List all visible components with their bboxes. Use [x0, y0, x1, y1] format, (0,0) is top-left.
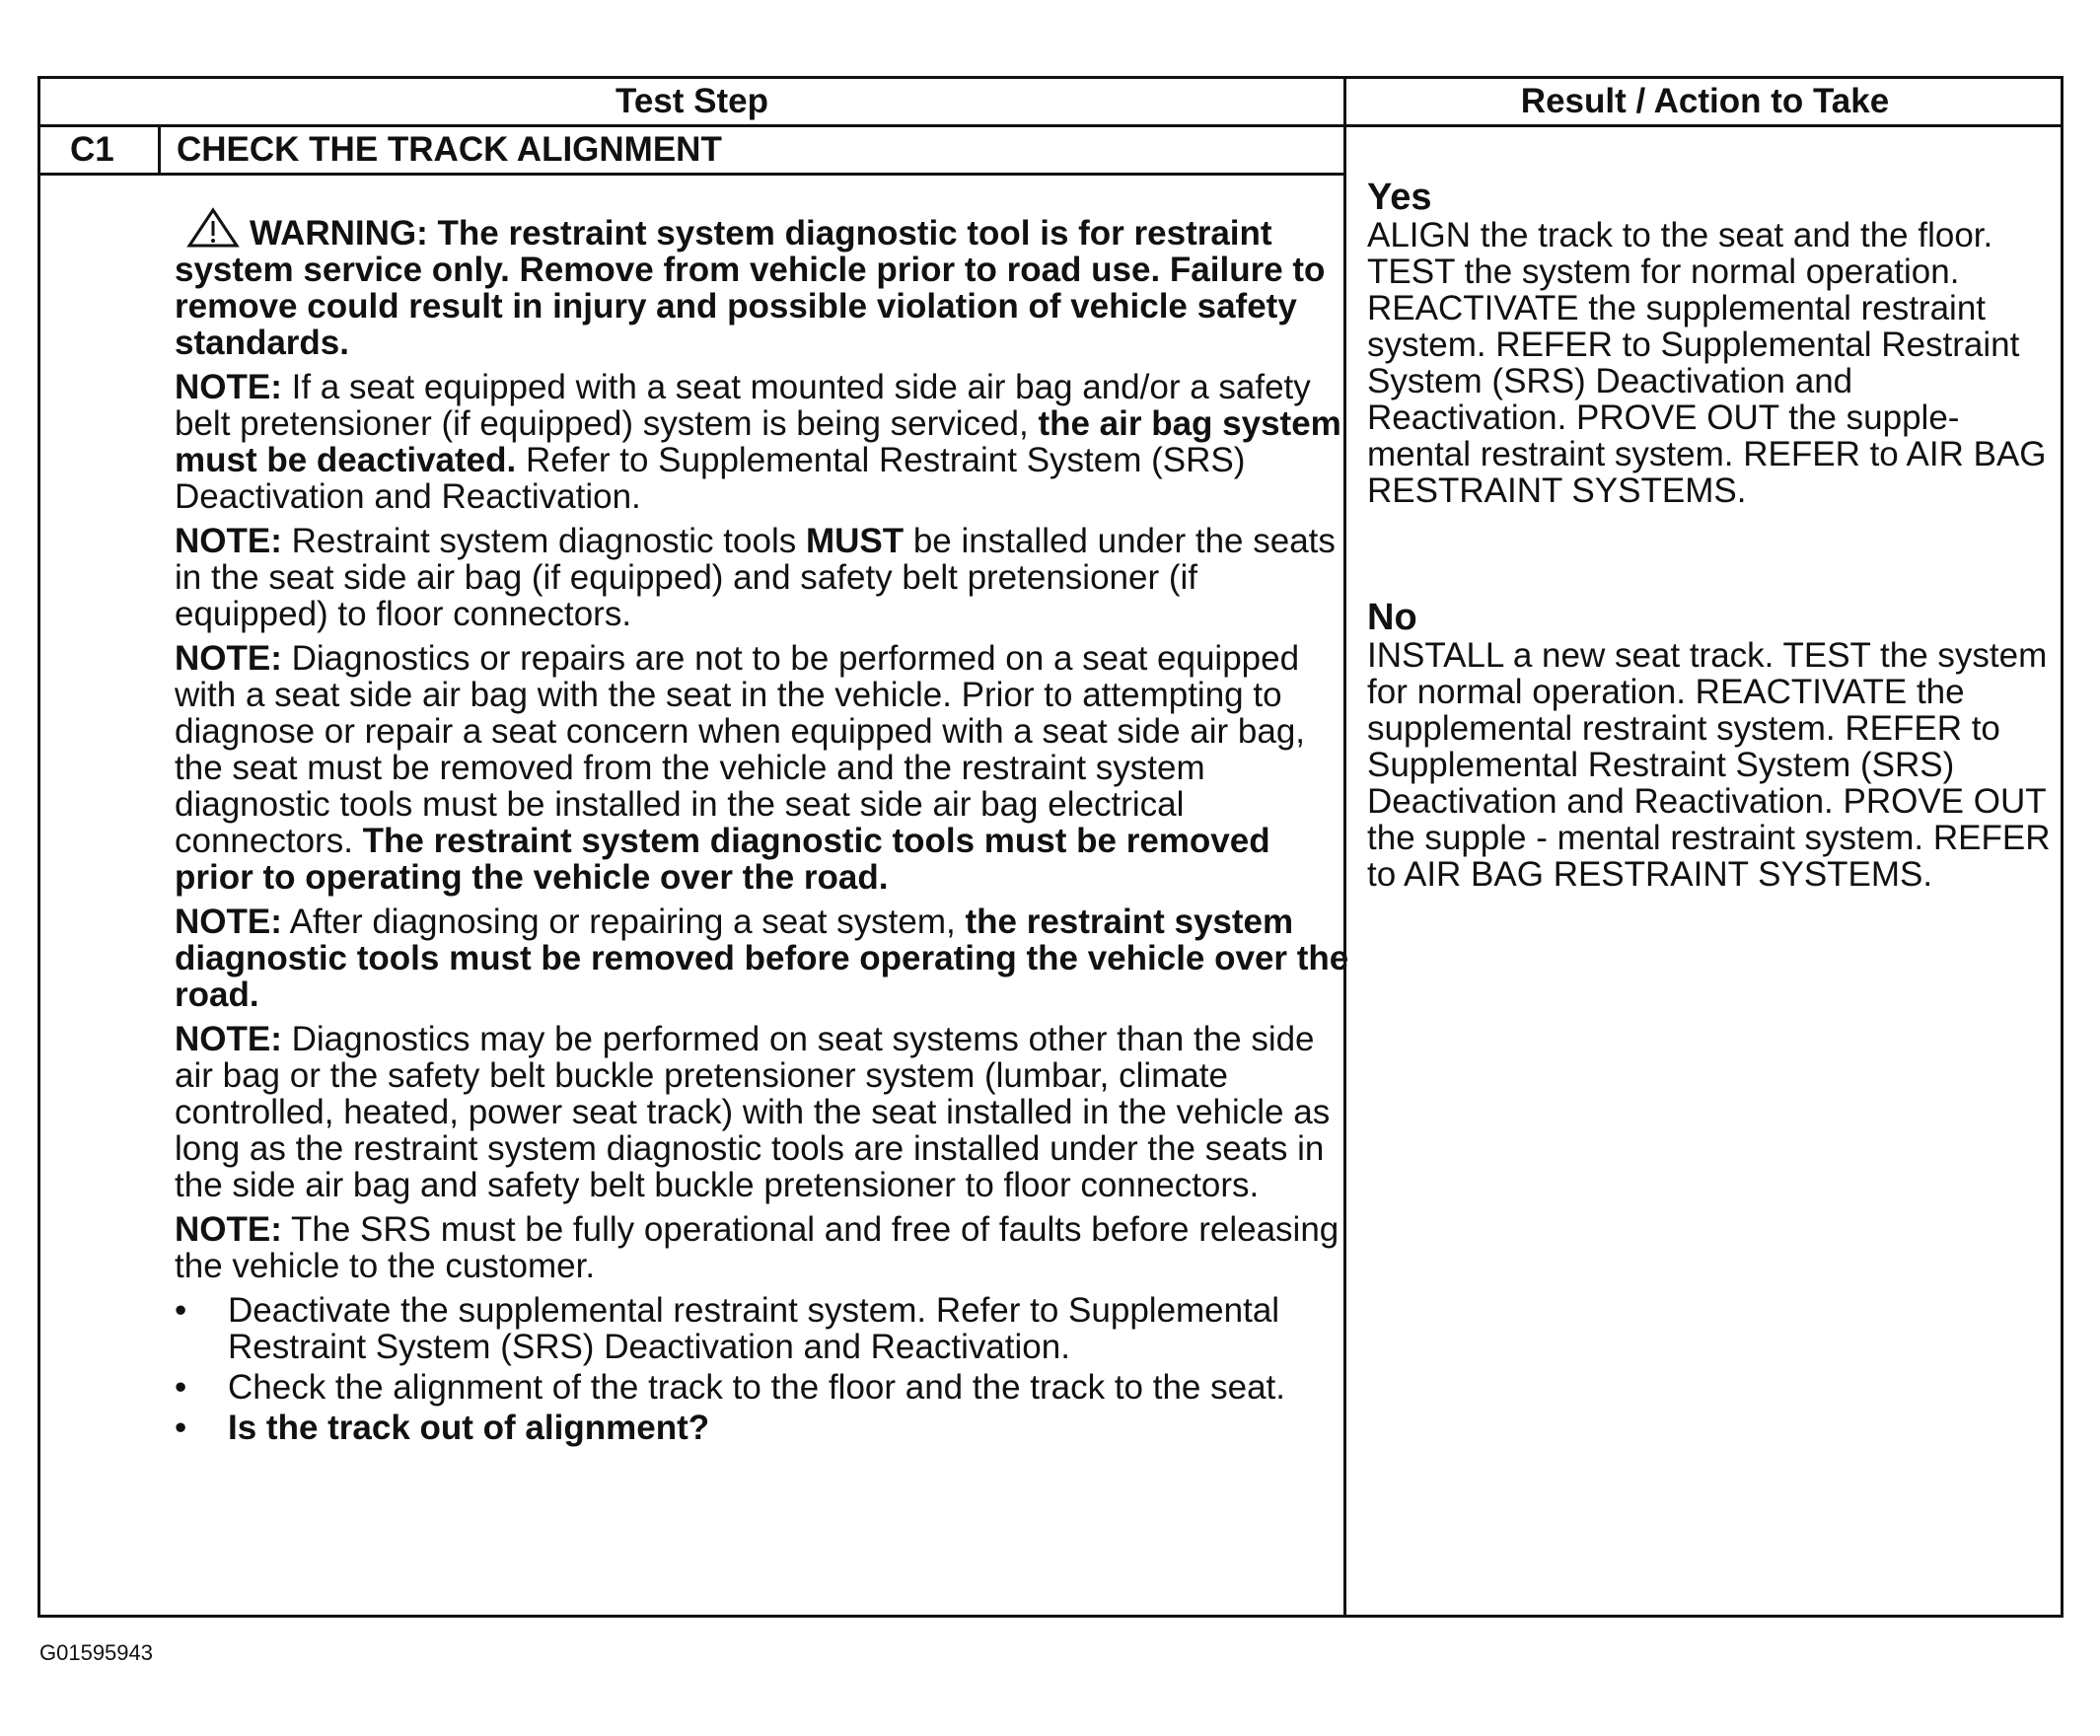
- step-id: C1: [70, 130, 114, 169]
- note-emphasis: the restraint system diagnostic tools must be removed before operating the vehicle over the road.: [175, 903, 1349, 1014]
- note-text: Diagnostics or repairs are not to be performed on a seat equipped with a seat side air bag with the seat in the vehicle. Prior to attempting to diagnose or repair a seat concern when equipped with a seat side air bag, the seat must be removed from the vehicle and the restraint system diagnostic tools must be installed in the seat side air bag electrical connectors.: [175, 639, 1306, 860]
- step-title: CHECK THE TRACK ALIGNMENT: [177, 130, 722, 169]
- no-action-text: INSTALL a new seat track. TEST the system for normal operation. REACTIVATE the supplemental restraint system. REFER to Supplemental Restraint System (SRS) Deactivation and Reactivation. PROVE OUT the supple - mental restraint system. REFER to AIR BAG RESTRAINT SYSTEMS.: [1367, 636, 2051, 894]
- note-paragraph: [175, 904, 1358, 1013]
- note-text: be installed under the seats in the seat side air bag (if equipped) and safety belt pretensioner (if equipped) to floor connectors.: [175, 522, 1336, 633]
- right-header-underline: [1343, 124, 2064, 126]
- note-label: NOTE:: [175, 1020, 282, 1058]
- header-result-action: Result / Action to Take: [1520, 82, 1890, 120]
- bullet-icon: •: [175, 1291, 187, 1330]
- step-question: Is the track out of alignment?: [228, 1409, 710, 1447]
- step-text: Check the alignment of the track to the floor and the track to the seat.: [228, 1368, 1285, 1407]
- header-test-step: Test Step: [616, 82, 768, 120]
- note-text: If a seat equipped with a seat mounted side air bag and/or a safety belt pretensioner (if equipped) system is being serviced,: [175, 368, 1311, 443]
- step-list: [175, 1292, 1358, 1446]
- step-item: [175, 1292, 1358, 1365]
- note-paragraph: [175, 1211, 1358, 1284]
- note-paragraph: [175, 640, 1358, 896]
- note-emphasis: the air bag system must be deactivated.: [175, 404, 1341, 479]
- yes-block: [1367, 178, 2058, 509]
- note-text: After diagnosing or repairing a seat system,: [281, 903, 966, 941]
- yes-label: Yes: [1367, 177, 1432, 218]
- step-title-divider: [40, 173, 1343, 176]
- yes-action-text: ALIGN the track to the seat and the floor. TEST the system for normal operation. REACTIVATE the supplemental restraint system. REFER to Supplemental Restraint System (SRS) Deactivation and Reactivation. PROVE OUT the supple-mental restraint system. REFER to AIR BAG RESTRAINT SYSTEMS.: [1367, 216, 2047, 510]
- note-label: NOTE:: [175, 522, 282, 560]
- note-paragraph: [175, 369, 1358, 515]
- note-emphasis: MUST: [805, 522, 905, 560]
- note-text: The SRS must be fully operational and free of faults before releasing the vehicle to the customer.: [175, 1210, 1340, 1285]
- step-item: [175, 1410, 1358, 1446]
- result-action-body: [1367, 178, 2058, 893]
- note-label: NOTE:: [175, 639, 282, 678]
- bullet-icon: •: [175, 1368, 187, 1407]
- note-emphasis: The restraint system diagnostic tools must be removed prior to operating the vehicle over the road.: [175, 822, 1270, 897]
- diagnostic-table: [37, 76, 2064, 1618]
- step-text: Deactivate the supplemental restraint system. Refer to Supplemental Restraint System (SRS) Deactivation and Reactivation.: [228, 1291, 1280, 1366]
- note-label: NOTE:: [175, 903, 282, 941]
- step-id-divider: [158, 124, 161, 176]
- note-label: NOTE:: [175, 1210, 282, 1249]
- test-step-body: [175, 207, 1358, 1450]
- warning-triangle-icon: [186, 207, 240, 249]
- note-label: NOTE:: [175, 368, 282, 406]
- note-text: Diagnostics may be performed on seat systems other than the side air bag or the safety belt buckle pretensioner system (lumbar, climate controlled, heated, power seat track) with the seat installed in the vehicle as long as the restraint system diagnostic tools are installed under the seats in the side air bag and safety belt buckle pretensioner to floor connectors.: [175, 1020, 1331, 1204]
- bullet-icon: •: [175, 1409, 187, 1447]
- note-text: Refer to Supplemental Restraint System (SRS) Deactivation and Reactivation.: [175, 441, 1246, 516]
- note-text: Restraint system diagnostic tools: [281, 522, 806, 560]
- step-item: [175, 1369, 1358, 1406]
- note-paragraph: [175, 1021, 1358, 1203]
- figure-id: G01595943: [39, 1640, 153, 1665]
- note-paragraph: [175, 523, 1358, 632]
- warning-text: WARNING: The restraint system diagnostic tool is for restraint system service only. Remove from vehicle prior to road use. Failure to remove could result in injury and possible violation of vehicle safety standards.: [175, 214, 1326, 362]
- no-label: No: [1367, 597, 1417, 638]
- warning-paragraph: [175, 207, 1358, 361]
- no-block: [1367, 598, 2058, 893]
